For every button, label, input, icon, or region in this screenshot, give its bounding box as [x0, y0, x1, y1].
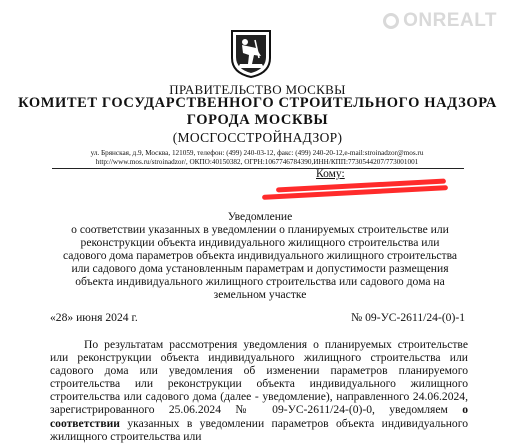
recipient-label: Кому:	[316, 168, 345, 180]
watermark	[383, 10, 497, 32]
body-paragraph-emphasis: о соответствии	[50, 403, 468, 430]
header-divider	[52, 168, 464, 169]
body-paragraph	[50, 338, 468, 443]
contacts-address: ул. Брянская, д.9, Москва, 121059, телефон: (499) 240-03-12, факс: (499) 240-20-12,e-mail:stroinadzor@mos.ru	[90, 149, 424, 157]
committee-name-line1: КОМИТЕТ ГОСУДАРСТВЕННОГО СТРОИТЕЛЬНОГО НАДЗОРА	[18, 95, 497, 111]
body-paragraph-part1: По результатам рассмотрения уведомления о планируемых строительстве или реконструкции объекта индивидуального жилищного строительства или садового дома или уведомления об изменении параметров планируемого строительства или реконструкции объекта индивидуального жилищного строительства или садового дома (далее - уведомление), направленного 24.06.2024, зарегистрированного 25.06.2024 № 09-УС-2611/24-(0)-0, уведомляем	[50, 338, 468, 417]
notice-title: Уведомление	[227, 210, 293, 223]
notice-subject: о соответствии указанных в уведомлении о планируемых строительстве или реконструкции объекта индивидуального жилищного строительства или садового дома параметров объекта индивидуального жилищного строительства или садового дома установленным параметрам и допустимости размещения объекта индивидуального жилищного строительства или садового дома на земельном участке	[62, 223, 458, 301]
committee-name	[0, 95, 515, 129]
document-date: «28» июня 2024 г.	[50, 311, 138, 324]
government-name: ПРАВИТЕЛЬСТВО МОСКВЫ	[169, 82, 346, 97]
document-number: № 09-УС-2611/24-(0)-1	[351, 311, 465, 324]
committee-name-line2: ГОРОДА МОСКВЫ	[186, 112, 329, 128]
body-paragraph-part2: указанных в уведомлении параметров объекта индивидуального жилищного строительства или	[50, 416, 468, 443]
contacts-registration: http://www.mos.ru/stroinadzor/, ОКПО:40150382, ОГРН:1067746784390,ИНН/КПП:7730544207/773001001	[95, 158, 419, 166]
location-pin-icon	[383, 13, 399, 29]
committee-abbreviation: (МОСГОССТРОЙНАДЗОР)	[172, 130, 343, 145]
moscow-coat-of-arms-icon	[228, 28, 274, 78]
watermark-text: ONREALT	[403, 10, 497, 31]
